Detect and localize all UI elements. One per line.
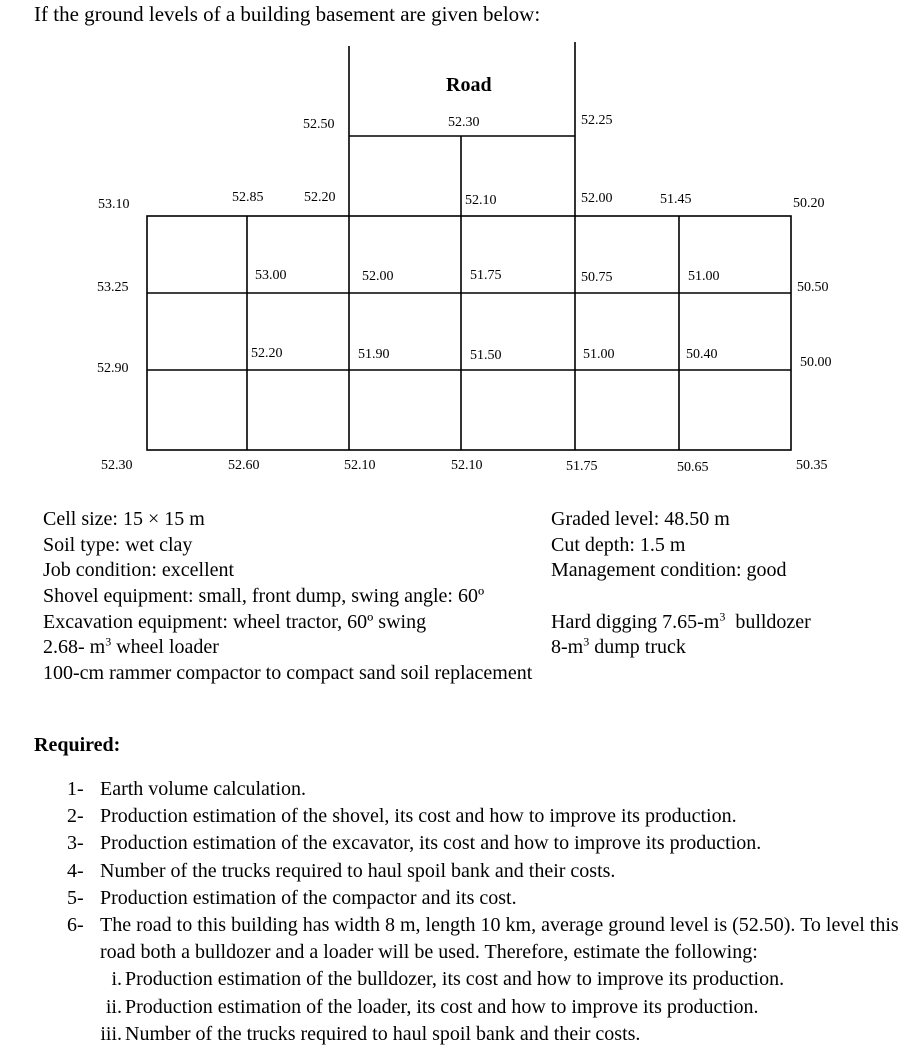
bulldozer-text: Hard digging $7.65-m^3$ bulldozer [551,609,811,633]
road-label: Road [446,74,492,96]
level-value: 51.00 [583,347,615,362]
level-value: 52.10 [465,193,497,208]
level-value: 52.00 [362,269,394,284]
level-value: 52.20 [304,190,336,205]
level-value: 52.10 [344,458,376,473]
shovel-text: Shovel equipment: small, front dump, swing angle: 60º [43,585,485,608]
grid-outline [147,216,791,450]
level-value: 50.65 [677,460,709,475]
info-left [43,507,532,687]
level-value: 52.00 [581,191,613,206]
management-text: Management condition: good [551,559,787,582]
list-item: 2- Production estimation of the shovel, its cost and how to improve its production. [67,805,737,828]
sub-list-item: iii. Number of the trucks required to haul spoil bank and their costs. [100,1022,641,1045]
level-value: 52.10 [451,458,483,473]
level-value: 52.30 [101,458,133,473]
required-task-list [67,776,917,1048]
level-value: 50.00 [800,355,832,370]
job-condition-text: Job condition: excellent [43,559,235,582]
level-value: 50.35 [796,458,828,473]
level-value: 50.50 [797,280,829,295]
level-value: 52.25 [581,113,613,128]
level-value: 51.75 [470,268,502,283]
level-value: 52.90 [97,361,129,376]
level-value: 52.60 [228,458,260,473]
level-value: 53.25 [97,280,129,295]
sub-list-item: i. Production estimation of the bulldozer, its cost and how to improve its production. [111,968,785,991]
level-value: 51.50 [470,348,502,363]
sub-list-item: ii. Production estimation of the loader, its cost and how to improve its production. [105,995,759,1018]
compactor-text: 100-cm rammer compactor to compact sand soil replacement [43,662,533,685]
intro-text: If the ground levels of a building basement are given below: [34,2,541,26]
level-value: 50.20 [793,196,825,211]
level-value: 51.75 [566,459,598,474]
level-value: 52.85 [232,190,264,205]
level-value: 51.90 [358,347,390,362]
required-heading: Required: [34,734,121,756]
level-value: 51.00 [688,269,720,284]
cut-depth-text: Cut depth: 1.5 m [551,533,686,556]
dump-truck-text: $8-m^3$ dump truck [551,634,686,659]
list-item: 4- Number of the trucks required to haul spoil bank and their costs. [67,859,616,882]
list-item: 1- Earth volume calculation. [67,778,307,800]
wheel-loader-text: 2.68- $m^3$ wheel loader [43,634,219,659]
list-item: 6- The road to this building has width 8 m, length 10 km, average ground level is (52.50). To level this road both a bulldozer and a loader will be used. Therefore, estimate the following: [67,914,899,964]
level-value: 50.40 [686,347,718,362]
level-value: 52.20 [251,346,283,361]
list-item: 5- Production estimation of the compactor and its cost. [67,886,517,909]
level-value: 50.75 [581,270,613,285]
level-value: 53.00 [255,268,287,283]
graded-level-text: Graded level: 48.50 m [551,508,730,530]
info-right [551,507,811,661]
soil-type-text: Soil type: wet clay [43,533,193,556]
cell-size-text: Cell size: 15 × 15 m [43,508,205,530]
level-value: 52.50 [303,117,335,132]
level-value: 52.30 [448,115,480,130]
excavation-text: Excavation equipment: wheel tractor, 60º swing [43,610,427,633]
list-item: 3- Production estimation of the excavator, its cost and how to improve its production. [67,832,762,855]
level-value: 53.10 [98,197,130,212]
level-value: 51.45 [660,192,692,207]
